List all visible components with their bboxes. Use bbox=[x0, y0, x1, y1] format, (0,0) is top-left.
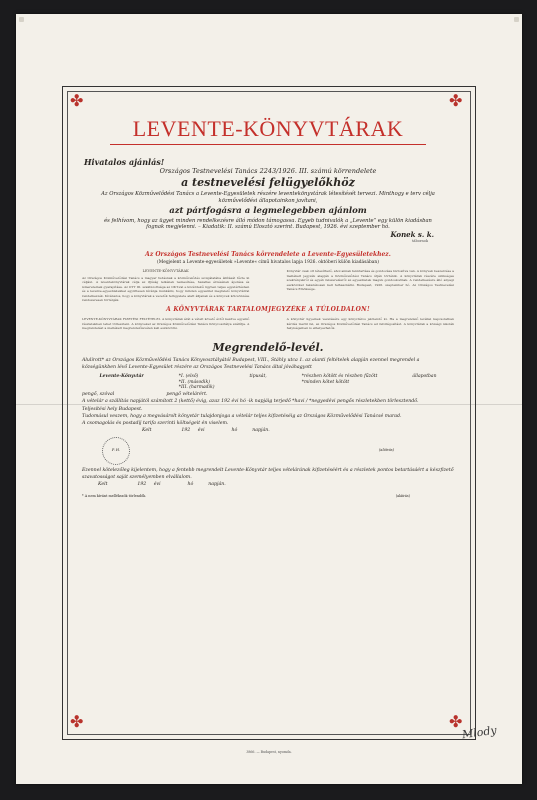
recommended-label: Hivatalos ajánlás! bbox=[84, 157, 165, 167]
state-label: állapotban bbox=[412, 374, 437, 380]
decree-signature: Konek s. k. bbox=[390, 230, 434, 240]
circular-heading: Az Országos Testnevelési Tanács körrendelete a Levente-Egyesületekhez. bbox=[145, 251, 391, 259]
type-label: tipusát, bbox=[249, 374, 267, 380]
date-line-1[interactable]: Kelt 192 évi hó napján. bbox=[142, 428, 270, 434]
stamp-row bbox=[82, 437, 454, 465]
circular-columns bbox=[74, 269, 462, 302]
signature-label-2: (aláírás) bbox=[395, 493, 410, 498]
venue-line: Teljesítési hely Budapest. bbox=[82, 406, 143, 412]
circular-col-right bbox=[287, 269, 454, 302]
order-line1: Alulírott* az Országos Közművelődési Tanács Könyvosztályától Budapest, VIII., Stáhly utca 1. az alanti feltételek alapján ezennel megrendel a községünkben lévő Levente-Egyesület részére az Országos Testnevelési Tanács által jóváhagyott bbox=[82, 357, 420, 370]
footnote-row bbox=[74, 494, 462, 498]
intro-text: Az Országos Közművelődési Tanács a Levente-Egyesületek részére leventekönyvtárak létesítését tervezi. Minthogy e terv célja közművelődési állapotainkon javítani, bbox=[101, 191, 435, 204]
price-line[interactable]: pengő, szóval pengő vételárért. bbox=[82, 391, 208, 397]
footnote: * A nem kívánt mellékszók törlendők. bbox=[82, 493, 147, 498]
library-options[interactable]: *I. (első) *II. (második) *III. (harmadik) bbox=[178, 374, 215, 391]
poster-content bbox=[74, 100, 462, 498]
order-form bbox=[74, 357, 462, 489]
supervision-heading: a testnevelési felügyelőkhöz bbox=[181, 176, 355, 190]
support-text: és felhívom, hogy az ügyet minden rendelkezésre álló módon támogassa. Egyeb tudnivalók a „Levente” egy külön kiadásban fognak megjelenni. – Kiadatik: II. számú Elosztó szerint. Budapest, 1926. évi szeptember hó. bbox=[104, 217, 432, 231]
payment-line[interactable]: A vételár a szállítás napjától számított 2 (kettő) évig, azaz 192 évi hó -ik napjáig terjedő *havi / *negyedévi pengős részletekben törlesztendő. bbox=[82, 399, 419, 405]
poster bbox=[16, 14, 522, 784]
ornament-icon: ✤ bbox=[70, 712, 84, 731]
poster-title: LEVENTE-KÖNYVTÁRAK bbox=[132, 116, 404, 141]
date-line-2[interactable]: Kelt 192 évi hó napján. bbox=[98, 482, 226, 488]
signature-label: (aláírás) bbox=[378, 448, 394, 453]
order-form-title: Megrendelő-levél. bbox=[212, 340, 324, 354]
circular-subheading: (Megjelent a Levente-egyesületek »Levente« című hivatalos lapja 1926. októberi külön kiadásában) bbox=[157, 260, 379, 266]
col-heading: LEVENTE-KÖNYVTÁRAK bbox=[142, 269, 189, 274]
printer-line: 3866. — Budapest, nyomda. bbox=[246, 750, 292, 754]
col-text: Az Országos Közművelődési Tanács a magyar tudásnak a közművelődés szolgálatába állítását tűzte ki céljául. A leventekönyvtárak célja az ifjúság lelkének nemesítése, hazafias érzésének ápolása és ismereteinek gyarapítása. Az OTT III. szakbizottsága az OKT-val e közérdekű ügyben teljes egyetértésben és a levente-egyesületekkel együttesen kívánja munkálni, hogy minden egyesület megfelelő könyvtárral rendelkezzék. Kívánatos, hogy a könyvtárak a vezetők felügyelete alatt álljanak és a könyvek kölcsönzése rendszeresen történjék. bbox=[82, 275, 250, 302]
postage-line: A csomagolás és postadíj tarifa szerinti költségeit én viselem. bbox=[82, 421, 229, 427]
contents-banner: A KÖNYVTÁRAK TARTALOMJEGYZÉKE A TÚLOLDALON! bbox=[166, 306, 370, 314]
ornament-icon: ✤ bbox=[449, 712, 463, 731]
library-label: Levente-Könyvtár bbox=[99, 374, 144, 380]
decree-line: Országos Testnevelési Tanács 2243/1926. III. számú körrendelete bbox=[159, 167, 377, 175]
binding-options[interactable]: *részben kötött és részben fűzött *minden kötet kötött bbox=[301, 374, 378, 385]
terms-columns bbox=[74, 317, 462, 330]
circular-col-left bbox=[82, 269, 249, 302]
terms-col-right: A könyvtár ügyeinek vezetésére egy könyvtáros jelölendő ki. Ha a megrendelő levéllel kapcsolatban kérdés merül fel, az Országos Közművelődési Tanács ad felvilágosítást. A könyvtárak a községi iskolák helyiségeiben is elhelyezhetők. bbox=[286, 317, 454, 331]
col-text: Könyvtár csak ott létesíthető, ahol annak fenntartása és gondozása biztosítva van. A könyvek beszerzése a mellékelt jegyzék alapján a Közművelődési Tanács útján történik. A könyvtárak részére szükséges szekrényekről és egyéb felszerelésről az egyesületek maguk gondoskodnak. A rendelkezésre álló anyagi eszközöket takarékosan kell felhasználni. Budapest, 1926. szeptember hó. Az Országos Testnevelési Tanács Elnöksége. bbox=[286, 269, 454, 292]
support-heading: azt pártfogásra a legmelegebben ajánlom bbox=[169, 205, 367, 216]
library-choice bbox=[82, 374, 454, 391]
stamp-area[interactable]: P. H. bbox=[102, 437, 130, 465]
signature-role: tábornok bbox=[412, 239, 428, 244]
terms-col-left: LEVENTE-KÖNYVTÁRAK FIZETÉSI FELTÉTELEI. A könyvtárak árát a vételt követő évtől kezdve egyenlő részletekben lehet törleszteni. A könyveket az Országos Közművelődési Tanács Könyvosztálya szállítja. A megrendelést a mellékelt megrendelőlevélen kell eszközölni. bbox=[82, 317, 250, 331]
title-rule bbox=[110, 144, 426, 145]
ornament-icon: ✤ bbox=[449, 91, 463, 110]
ornament-icon: ✤ bbox=[70, 91, 84, 110]
liability-text: Ezennel kötelezőleg kijelentem, hogy a fentebb megrendelt Levente-Könyvtár teljes vételárának kifizetéséért és a részletek pontos betartásáért a készfizető szavatosságot saját személyemben elvállalom. bbox=[82, 467, 454, 480]
ownership-line: Tudomásul veszem, hogy a megvásárolt könyvtár tulajdonjoga a vételár teljes kifizetéséig az Országos Közművelődési Tanácsé marad. bbox=[82, 413, 402, 419]
handwritten-signature: Mlody bbox=[461, 723, 498, 742]
